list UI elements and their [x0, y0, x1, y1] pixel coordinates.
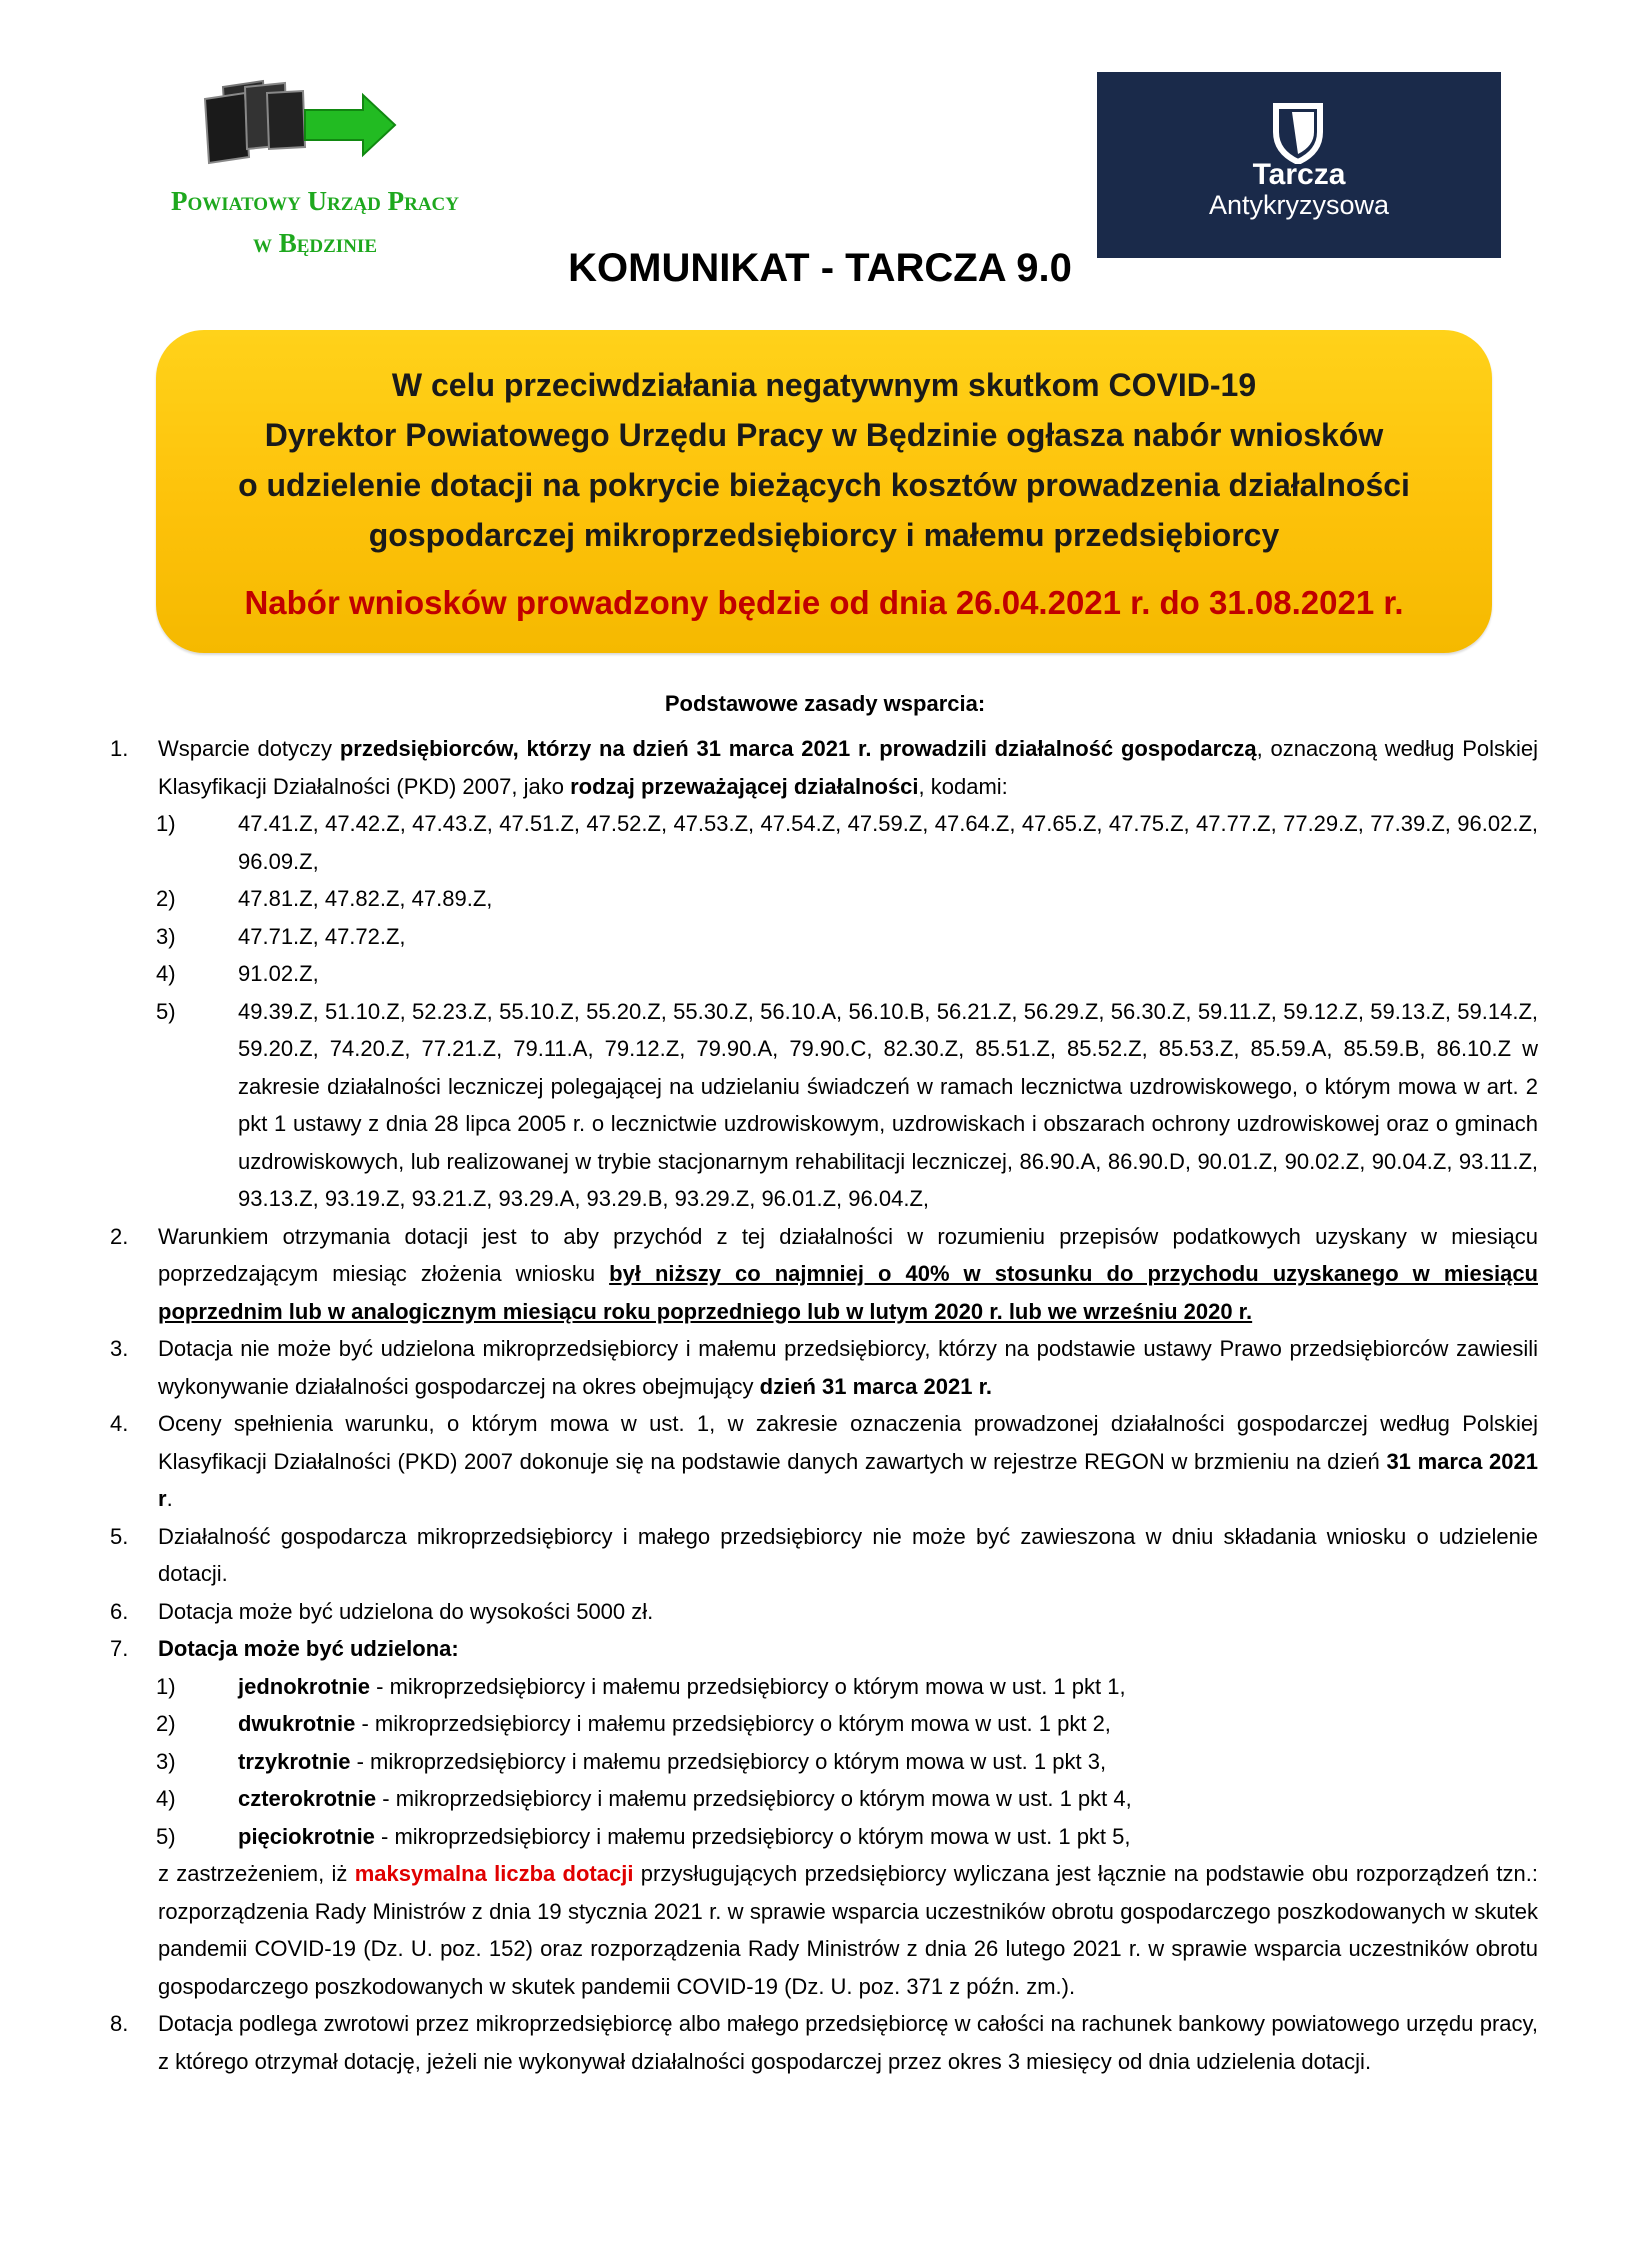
item-7-note [110, 1855, 1538, 2005]
announcement-banner [156, 330, 1492, 653]
item-text: , kodami: [918, 773, 1008, 799]
item-bold: Dotacja może być udzielona: [158, 1636, 459, 1661]
banner-line: Dyrektor Powiatowego Urzędu Pracy w Będzinie ogłasza nabór wniosków [264, 417, 1384, 453]
item-bold: 31 marca 2021 r [158, 1448, 1539, 1511]
item-number: 6. [110, 1598, 129, 1624]
tarcza-logo [1097, 72, 1501, 258]
item-text: Dotacja podlega zwrotowi przez mikroprzedsiębiorcę albo małego przedsiębiorcę w całości na rachunek bankowy powiatowego urzędu pracy, z którego otrzymał dotację, jeżeli nie wykonywał działalności gospodarczej przez okres 3 miesięcy od dnia udzielenia dotacji. [158, 2011, 1538, 2074]
item-bold: przedsiębiorców, którzy na dzień 31 marca 2021 r. prowadzili działalność gospodarczą [339, 736, 1257, 761]
sub-text: - mikroprzedsiębiorcy i małemu przedsiębiorcy o którym mowa w ust. 1 pkt 4, [376, 1786, 1132, 1811]
sub-item [110, 805, 1538, 880]
item-text: . [166, 1486, 173, 1511]
sub-number: 3) [156, 1748, 176, 1774]
sub-text: - mikroprzedsiębiorcy i małemu przedsiębiorcy o którym mowa w ust. 1 pkt 5, [374, 1823, 1131, 1849]
sub-item [110, 1780, 1538, 1818]
sub-bold: czterokrotnie [238, 1786, 377, 1811]
sub-number: 1) [156, 1673, 176, 1699]
shield-icon [1262, 102, 1334, 164]
page-title: KOMUNIKAT - TARCZA 9.0 [568, 246, 1072, 290]
item-text: Dotacja nie może być udzielona mikroprzedsiębiorcy i małemu przedsiębiorcy, którzy na podstawie ustawy Prawo przedsiębiorców zawiesili wykonywanie działalności gospodarczej na okres obejmujący [158, 1336, 1538, 1399]
item-bold: dzień 31 marca 2021 r. [759, 1373, 993, 1399]
list-item [110, 1330, 1538, 1405]
item-text: Wsparcie dotyczy [158, 736, 340, 761]
item-number: 1. [110, 736, 129, 761]
item-text: Działalność gospodarcza mikroprzedsiębiorcy i małego przedsiębiorcy nie może być zawieszona w dniu składania wniosku o udzielenie dotacji. [158, 1523, 1538, 1586]
item-bold: rodzaj przeważającej działalności [570, 773, 919, 799]
sub-bold: dwukrotnie [238, 1711, 356, 1736]
item-number: 3. [110, 1336, 129, 1361]
item-number: 5. [110, 1523, 129, 1549]
pkd-codes: 47.41.Z, 47.42.Z, 47.43.Z, 47.51.Z, 47.52.Z, 47.53.Z, 47.54.Z, 47.59.Z, 47.64.Z, 47.65.Z, 47.75.Z, 47.77.Z, 77.29.Z, 77.39.Z, 96.02.Z, 96.09.Z, [238, 811, 1538, 874]
item-text: Oceny spełnienia warunku, o którym mowa w ust. 1, w zakresie oznaczenia prowadzonej działalności gospodarczej według Polskiej Klasyfikacji Działalności (PKD) 2007 dokonuje się na podstawie danych zawartych w rejestrze REGON w brzmieniu na dzień [158, 1411, 1538, 1474]
sub-number: 5) [156, 1823, 176, 1849]
sub-item [110, 1818, 1538, 1856]
list-item [110, 730, 1538, 805]
pkd-codes: 47.71.Z, 47.72.Z, [238, 923, 406, 949]
rules-list [110, 730, 1538, 2080]
sub-text: - mikroprzedsiębiorcy i małemu przedsiębiorcy o którym mowa w ust. 1 pkt 3, [350, 1748, 1107, 1774]
sub-item [110, 918, 1538, 956]
item-number: 2. [110, 1223, 129, 1249]
item-text: , oznaczoną według Polskiej Klasyfikacji Działalności (PKD) 2007, jako [158, 736, 1538, 799]
sub-number: 5) [156, 998, 176, 1024]
banner-line: gospodarczej mikroprzedsiębiorcy i małemu przedsiębiorcy [368, 517, 1280, 553]
sub-item [110, 993, 1538, 1218]
sub-item [110, 1705, 1538, 1743]
banner-deadline: Nabór wniosków prowadzony będzie od dnia 26.04.2021 r. do 31.08.2021 r. [244, 584, 1404, 621]
org-name-line1: Powiatowy Urząd Pracy [170, 186, 460, 216]
section-title: Podstawowe zasady wsparcia: [664, 691, 986, 716]
item-number: 8. [110, 2011, 129, 2036]
sub-number: 1) [156, 811, 176, 836]
sub-text: - mikroprzedsiębiorcy i małemu przedsiębiorcy o którym mowa w ust. 1 pkt 1, [370, 1673, 1126, 1699]
sub-item [110, 1743, 1538, 1781]
tarcza-logo-name: Tarcza [1252, 158, 1346, 191]
item-bold-underlined: był niższy co najmniej o 40% w stosunku do przychodu uzyskanego w miesiącu poprzednim lub w analogicznym miesiącu roku poprzedniego lub w lutym 2020 r. lub we wrześniu 2020 r. [158, 1261, 1538, 1324]
item-text: z zastrzeżeniem, iż [158, 1861, 355, 1886]
pkd-codes: 91.02.Z, [238, 961, 319, 986]
list-item [110, 1218, 1538, 1331]
banner-line: o udzielenie dotacji na pokrycie bieżących kosztów prowadzenia działalności [238, 467, 1410, 503]
list-item [110, 2005, 1538, 2080]
sub-number: 3) [156, 923, 176, 949]
sub-number: 2) [156, 1711, 176, 1736]
sub-item [110, 1668, 1538, 1706]
item-text: Warunkiem otrzymania dotacji jest to aby przychód z tej działalności w rozumieniu przepisów podatkowych uzyskany w miesiącu poprzedzającym miesiąc złożenia wniosku [158, 1223, 1538, 1286]
sub-item [110, 880, 1538, 918]
sub-number: 4) [156, 1786, 176, 1811]
pup-cards-arrow-icon [195, 75, 435, 175]
pkd-codes: 49.39.Z, 51.10.Z, 52.23.Z, 55.10.Z, 55.20.Z, 55.30.Z, 56.10.A, 56.10.B, 56.21.Z, 56.29.Z, 56.30.Z, 59.11.Z, 59.12.Z, 59.13.Z, 59.14.Z, 59.20.Z, 74.20.Z, 77.21.Z, 79.11.A, 79.12.Z, 79.90.A, 79.90.C, 82.30.Z, 85.51.Z, 85.52.Z, 85.53.Z, 85.59.A, 85.59.B, 86.10.Z w zakresie działalności leczniczej polegającej na udzielaniu świadczeń w ramach lecznictwa uzdrowiskowego, o którym mowa w art. 2 pkt 1 ustawy z dnia 28 lipca 2005 r. o lecznictwie uzdrowiskowym, uzdrowiskach i obszarach ochrony uzdrowiskowej oraz o gminach uzdrowiskowych, lub realizowanej w trybie stacjonarnym rehabilitacji leczniczej, 86.90.A, 86.90.D, 90.01.Z, 90.02.Z, 90.04.Z, 93.11.Z, 93.13.Z, 93.19.Z, 93.21.Z, 93.29.A, 93.29.B, 93.29.Z, 96.01.Z, 96.04.Z, [238, 998, 1538, 1211]
item-text: przysługujących przedsiębiorcy wyliczana jest łącznie na podstawie obu rozporządzeń tzn.: rozporządzenia Rady Ministrów z dnia 19 stycznia 2021 r. w sprawie wsparcia uczestników obrotu gospodarczego poszkodowanych w skutek pandemii COVID-19 (Dz. U. poz. 152) oraz rozporządzenia Rady Ministrów z dnia 26 lutego 2021 r. w sprawie wsparcia uczestników obrotu gospodarczego poszkodowanych w skutek pandemii COVID-19 (Dz. U. poz. 371 z późn. zm.). [158, 1861, 1538, 1999]
list-item [110, 1630, 1538, 1668]
sub-bold: trzykrotnie [238, 1748, 351, 1774]
sub-number: 4) [156, 961, 176, 986]
item-red-highlight: maksymalna liczba dotacji [354, 1861, 634, 1886]
pkd-codes: 47.81.Z, 47.82.Z, 47.89.Z, [238, 886, 493, 911]
sub-bold: jednokrotnie [238, 1673, 371, 1699]
list-item [110, 1518, 1538, 1593]
item-number: 7. [110, 1636, 129, 1661]
list-item [110, 1593, 1538, 1631]
sub-number: 2) [156, 886, 176, 911]
sub-item [110, 955, 1538, 993]
item-number: 4. [110, 1411, 129, 1436]
sub-text: - mikroprzedsiębiorcy i małemu przedsiębiorcy o którym mowa w ust. 1 pkt 2, [355, 1711, 1111, 1736]
sub-bold: pięciokrotnie [238, 1823, 375, 1849]
banner-line: W celu przeciwdziałania negatywnym skutkom COVID-19 [391, 367, 1257, 403]
list-item [110, 1405, 1538, 1518]
org-name-line2: w Będzinie [252, 228, 377, 258]
item-text: Dotacja może być udzielona do wysokości 5000 zł. [158, 1598, 654, 1624]
tarcza-logo-sub: Antykryzysowa [1208, 190, 1390, 220]
pup-logo [125, 75, 505, 260]
